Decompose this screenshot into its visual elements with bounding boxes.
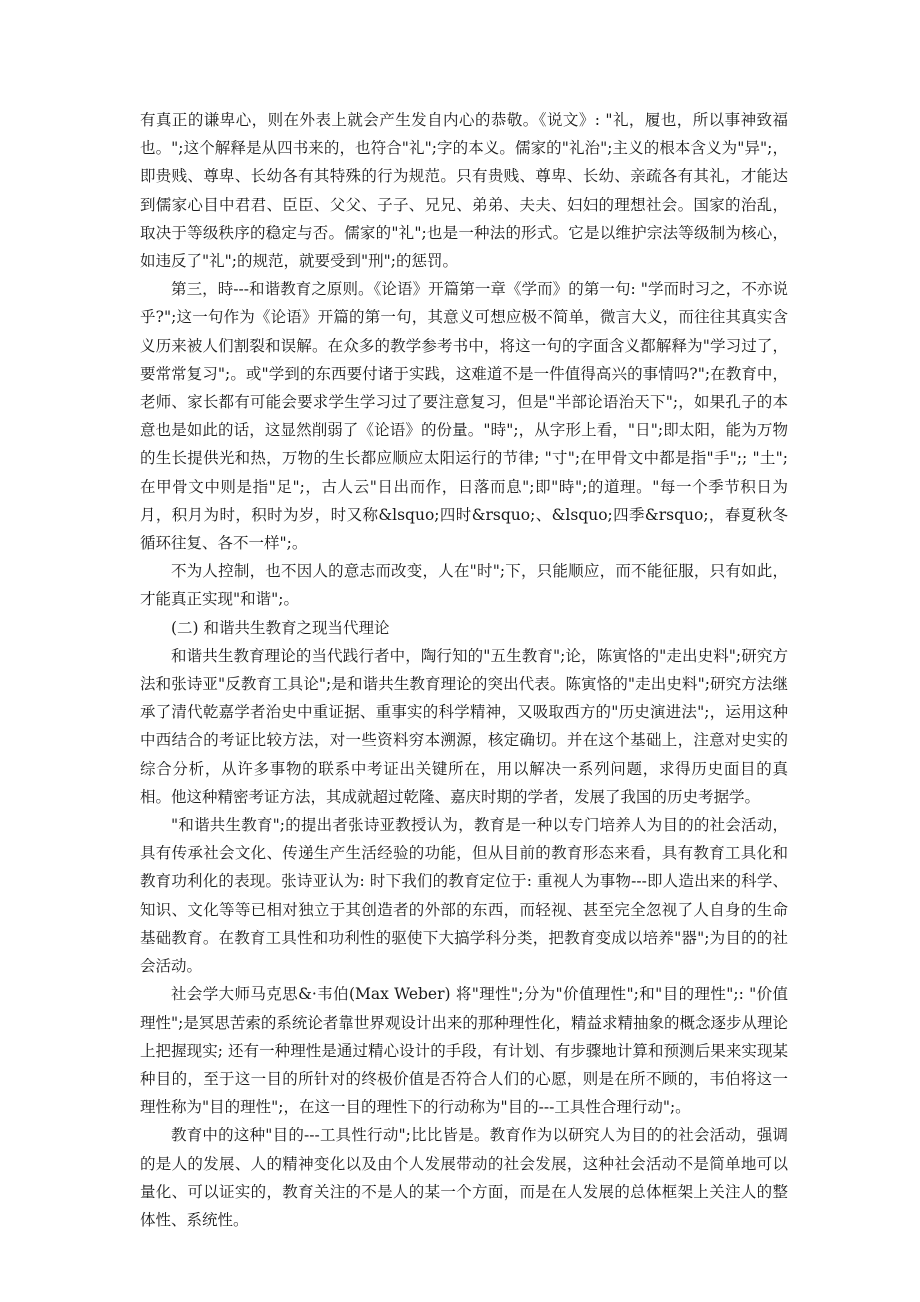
paragraph-2: 第三，時---和谐教育之原则。《论语》开篇第一章《学而》的第一句: "学而时习之，不亦说乎?";这一句作为《论语》开篇的第一句，其意义可想应极不简单，微言大义，而往往其真实含义历来被人们割裂和误解。在众多的教学参考书中，将这一句的字面含义都解释为"学习过了，要常常复习";。或"学到的东西要付诸于实践，这难道不是一件值得高兴的事情吗?";在教育中，老师、家长都有可能会要求学生学习过了要注意复习，但是"半部论语治天下";，如果孔子的本意也是如此的话，这显然削弱了《论语》的份量。"時";，从字形上看，"日";即太阳，能为万物的生长提供光和热，万物的生长都应顺应太阳运行的节律; "寸";在甲骨文中都是指"手";; "土";在甲骨文中则是指"足";，古人云"日出而作，日落而息";即"時";的道理。"每一个季节积日为月，积月为时，积时为岁，时又称&lsquo;四时&rsquo;、&lsquo;四季&rsquo;，春夏秋冬循环往复、各不一样";。 — [140, 280, 788, 553]
paragraph-6: "和谐共生教育";的提出者张诗亚教授认为，教育是一种以专门培养人为目的的社会活动，具有传承社会文化、传递生产生活经验的功能，但从目前的教育形态来看，具有教育工具化和教育功利化的表现。张诗亚认为: 时下我们的教育定位于: 重视人为事物---即人造出来的科学、知识、文化等等已相对独立于其创造者的外部的东西，而轻视、甚至完全忽视了人自身的生命基础教育。在教育工具性和功利性的驱使下大搞学科分类，把教育变成以培养"器";为目的的社会活动。 — [140, 816, 788, 976]
paragraph-5: 和谐共生教育理论的当代践行者中，陶行知的"五生教育";论，陈寅恪的"走出史料";研究方法和张诗亚"反教育工具论";是和谐共生教育理论的突出代表。陈寅恪的"走出史料";研究方法继承了清代乾嘉学者治史中重证据、重事实的科学精神，又吸取西方的"历史演进法";，运用这种中西结合的考证比较方法，对一些资料穷本溯源，核定确切。并在这个基础上，注意对史实的综合分析，从许多事物的联系中考证出关键所在，用以解决一系列问题，求得历史面目的真相。他这种精密考证方法，其成就超过乾隆、嘉庆时期的学者，发展了我国的历史考据学。 — [140, 646, 788, 806]
paragraph-3: 不为人控制，也不因人的意志而改变，人在"时";下，只能顺应，而不能征服，只有如此，才能真正实现"和谐";。 — [140, 562, 788, 609]
paragraph-1: 有真正的谦卑心，则在外表上就会产生发自内心的恭敬。《说文》: "礼，履也，所以事神致福也。";这个解释是从四书来的，也符合"礼";字的本义。儒家的"礼治";主义的根本含义为"异";，即贵贱、尊卑、长幼各有其特殊的行为规范。只有贵贱、尊卑、长幼、亲疏各有其礼，才能达到儒家心目中君君、臣臣、父父、子子、兄兄、弟弟、夫夫、妇妇的理想社会。国家的治乱，取决于等级秩序的稳定与否。儒家的"礼";也是一种法的形式。它是以维护宗法等级制为核心，如违反了"礼";的规范，就要受到"刑";的惩罚。 — [140, 111, 788, 271]
paragraph-8: 教育中的这种"目的---工具性行动";比比皆是。教育作为以研究人为目的的社会活动，强调的是人的发展、人的精神变化以及由个人发展带动的社会发展，这种社会活动不是简单地可以量化、可以证实的，教育关注的不是人的某一个方面，而是在人发展的总体框架上关注人的整体性、系统性。 — [140, 1126, 788, 1229]
paragraph-7: 社会学大师马克思&·韦伯(Max Weber) 将"理性";分为"价值理性";和"目的理性";: "价值理性";是冥思苦索的系统论者靠世界观设计出来的那种理性化，精益求精抽象的概念逐步从理论上把握现实; 还有一种理性是通过精心设计的手段，有计划、有步骤地计算和预测后果来实现某种目的，至于这一目的所针对的终极价值是否符合人们的心愿，则是在所不顾的，韦伯将这一理性称为"目的理性";，在这一目的理性下的行动称为"目的---工具性合理行动";。 — [140, 985, 789, 1117]
document-body — [140, 106, 788, 1234]
section-heading: (二) 和谐共生教育之现当代理论 — [171, 618, 390, 637]
